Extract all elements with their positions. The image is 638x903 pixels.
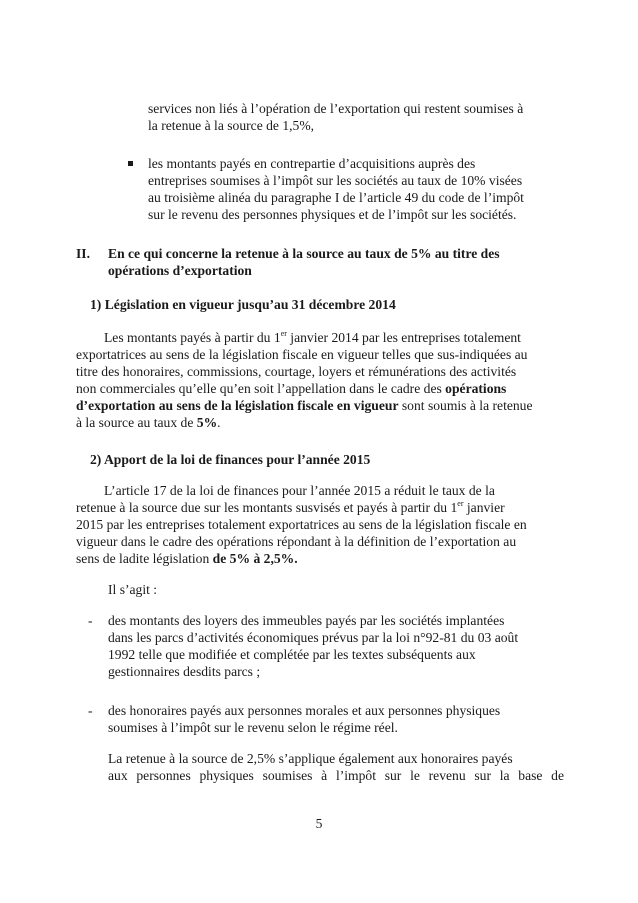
text-line: non commerciales qu’elle qu’en soit l’appellation dans le cadre des opérations: [76, 381, 507, 396]
dash-marker: -: [88, 613, 93, 628]
text-line: titre des honoraires, commissions, courtage, loyers et rémunérations des activités: [76, 364, 517, 379]
text-line: 2015 par les entreprises totalement exportatrices au sens de la législation fiscale en: [76, 517, 527, 532]
square-bullet-icon: [128, 161, 133, 166]
text-line: L’article 17 de la loi de finances pour l’année 2015 a réduit le taux de la: [104, 483, 495, 498]
text-line: sur le revenu des personnes physiques et de l’impôt sur les sociétés.: [148, 207, 517, 222]
subheading-2: 2) Apport de la loi de finances pour l’année 2015: [90, 452, 371, 467]
text-line: vigueur dans le cadre des opérations répondant à la définition de l’exportation au: [76, 534, 517, 549]
text-line: d’exportation au sens de la législation fiscale en vigueur sont soumis à la retenue: [76, 398, 533, 413]
intro-text: Il s’agit :: [108, 582, 158, 597]
text-line: des montants des loyers des immeubles payés par les sociétés implantées: [108, 613, 505, 628]
text-line: retenue à la source due sur les montants susvisés et payés à partir du 1er janvier: [76, 499, 505, 515]
text-line: soumises à l’impôt sur le revenu selon le régime réel.: [108, 720, 398, 735]
text-line: La retenue à la source de 2,5% s’applique également aux honoraires payés: [108, 751, 513, 766]
text-line: gestionnaires desdits parcs ;: [108, 664, 261, 679]
paragraph-1: [76, 329, 564, 431]
text-line: services non liés à l’opération de l’exportation qui restent soumises à: [148, 101, 524, 116]
text-line: Les montants payés à partir du 1er janvier 2014 par les entreprises totalement: [104, 329, 521, 345]
subheading-1: 1) Législation en vigueur jusqu’au 31 décembre 2014: [90, 297, 396, 312]
text-line: au troisième alinéa du paragraphe I de l’article 49 du code de l’impôt: [148, 190, 524, 205]
dash-marker: -: [88, 703, 93, 718]
text-line: 1992 telle que modifiée et complétée par les textes subséquents aux: [108, 647, 476, 662]
text-line: dans les parcs d’activités économiques prévus par la loi n°92-81 du 03 août: [108, 630, 519, 645]
page-number: 5: [315, 816, 323, 831]
bullet-item: [148, 155, 564, 223]
section-heading: [108, 245, 564, 279]
heading-line: opérations d’exportation: [108, 263, 252, 278]
text-line: la retenue à la source de 1,5%,: [148, 118, 315, 133]
paragraph-3: [108, 750, 564, 784]
text-line: entreprises soumises à l’impôt sur les sociétés au taux de 10% visées: [148, 173, 523, 188]
text-line: exportatrices au sens de la législation fiscale en vigueur telles que sus-indiquées au: [76, 347, 528, 362]
heading-line: En ce qui concerne la retenue à la source au taux de 5% au titre des: [108, 246, 500, 261]
bullet-continuation: [148, 100, 564, 134]
text-line: aux personnes physiques soumises à l’impôt sur le revenu sur la base de: [108, 768, 564, 783]
text-line: les montants payés en contrepartie d’acquisitions auprès des: [148, 156, 476, 171]
dash-item-1: [108, 612, 564, 680]
text-line: sens de ladite législation de 5% à 2,5%.: [76, 551, 298, 566]
paragraph-2: [76, 482, 564, 567]
section-number: II.: [76, 246, 90, 261]
text-line: à la source au taux de 5%.: [76, 415, 221, 430]
text-line: des honoraires payés aux personnes morales et aux personnes physiques: [108, 703, 501, 718]
dash-item-2: [108, 702, 564, 736]
